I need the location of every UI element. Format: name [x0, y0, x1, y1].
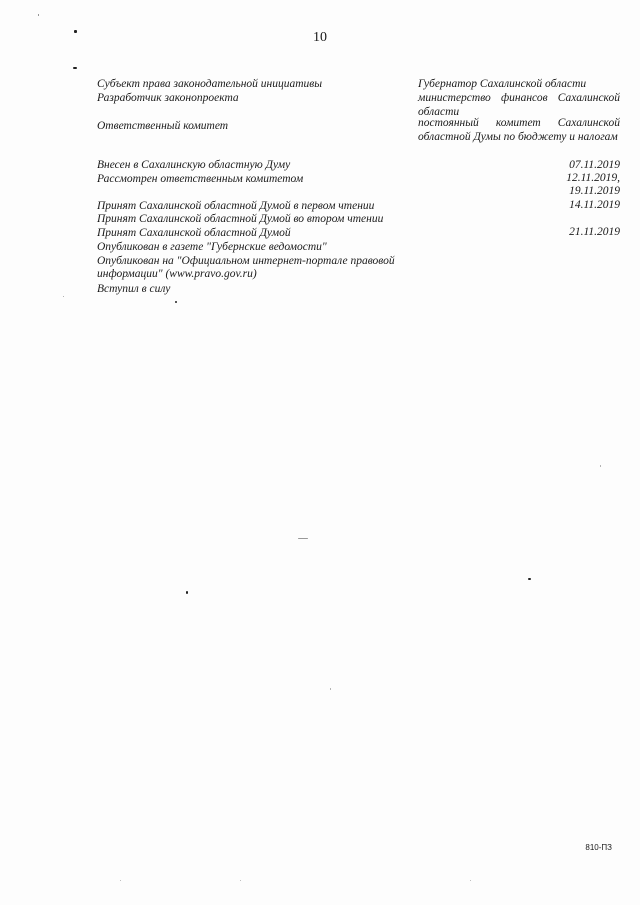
subject-value: Губернатор Сахалинской области [418, 78, 587, 90]
adopted-date: 21.11.2019 [569, 226, 620, 238]
scan-speck [73, 67, 77, 69]
committee-value: постоянный комитет Сахалинской областной Думы по бюджету и налогам [418, 117, 620, 143]
developer-value: министерство финансов Сахалинской области [418, 92, 620, 118]
scan-speck [120, 880, 121, 881]
scan-speck [63, 296, 64, 297]
reviewed-date-2: 19.11.2019 [569, 185, 620, 197]
scan-speck [38, 14, 39, 16]
reviewed-date-1: 12.11.2019, [566, 172, 620, 184]
scan-speck [240, 880, 241, 881]
scan-speck [298, 538, 308, 539]
scan-speck [175, 301, 177, 303]
in-force-label: Вступил в силу [97, 283, 171, 295]
published-gazette-label: Опубликован в газете "Губернские ведомости" [97, 241, 327, 253]
published-portal-label-line2: информации" (www.pravo.gov.ru) [97, 268, 257, 280]
subject-label: Субъект права законодательной инициативы [97, 78, 323, 90]
second-reading-label: Принят Сахалинской областной Думой во втором чтении [97, 213, 384, 225]
reviewed-label: Рассмотрен ответственным комитетом [97, 173, 304, 185]
submitted-label: Внесен в Сахалинскую областную Думу [97, 159, 291, 171]
published-portal-label-line1: Опубликован на "Официальном интернет-портале правовой [97, 255, 395, 267]
first-reading-label: Принят Сахалинской областной Думой в первом чтении [97, 200, 375, 212]
committee-label: Ответственный комитет [97, 120, 229, 132]
scan-speck [186, 591, 188, 594]
developer-label: Разработчик законопроекта [97, 92, 239, 104]
footer-code: 810-ПЗ [585, 843, 612, 852]
scan-speck [330, 688, 331, 690]
scan-speck [528, 578, 531, 580]
submitted-date: 07.11.2019 [569, 159, 620, 171]
page-number: 10 [313, 30, 327, 45]
adopted-label: Принят Сахалинской областной Думой [97, 227, 291, 239]
scan-speck [600, 465, 601, 467]
first-reading-date: 14.11.2019 [569, 199, 620, 211]
scan-speck [74, 30, 77, 33]
scan-speck [470, 880, 471, 881]
